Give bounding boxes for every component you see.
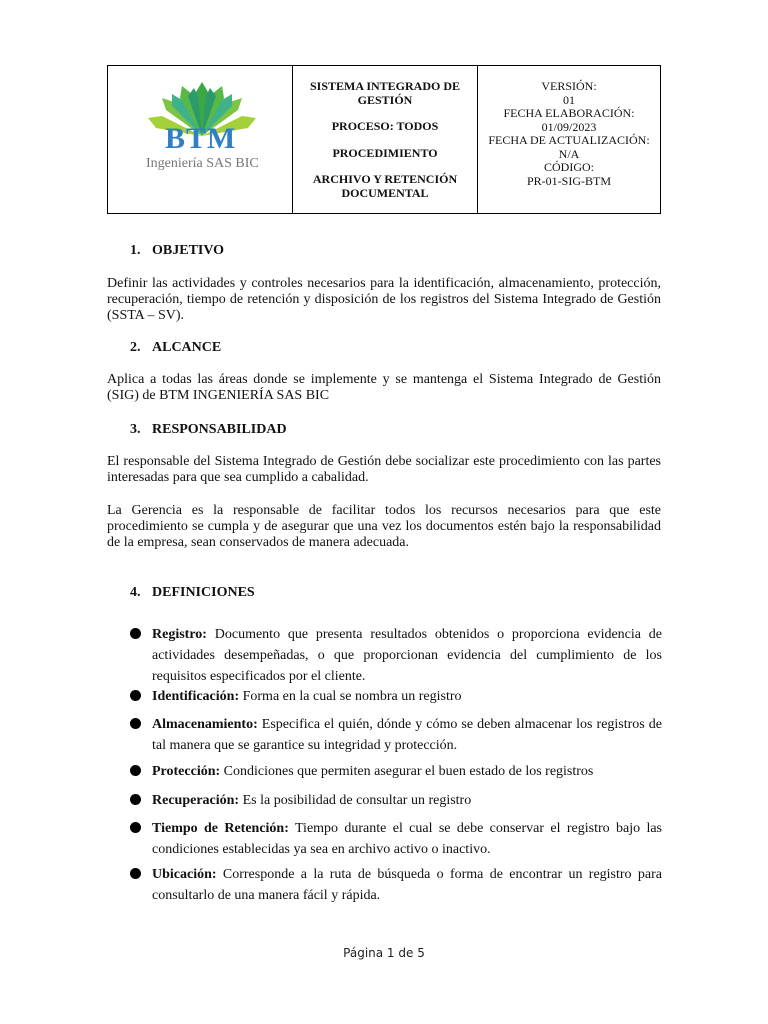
- version-value: 01: [563, 92, 575, 107]
- doc-type: PROCEDIMIENTO: [332, 145, 438, 160]
- bullet-icon: [130, 794, 141, 805]
- section-heading-definiciones: 4. DEFINICIONES: [130, 585, 255, 600]
- system-title: SISTEMA INTEGRADO DE GESTIÓN: [309, 79, 461, 107]
- definition-text: Condiciones que permiten asegurar el buen estado de los registros: [220, 764, 594, 779]
- document-header-table: [107, 65, 661, 214]
- list-item: [130, 761, 662, 782]
- page-number: Página 1 de 5: [343, 946, 425, 960]
- logo-subtitle: Ingeniería SAS BIC: [146, 156, 259, 171]
- process-label: PROCESO: TODOS: [331, 119, 439, 133]
- section-paragraph: Definir las actividades y controles necesarios para la identificación, almacenamiento, protección, recuperación, tiempo de retención y disposición de los registros del Sistema Integrado de Gestión (SSTA – SV).: [107, 276, 661, 323]
- created-label: FECHA ELABORACIÓN:: [503, 106, 635, 120]
- section-paragraph: Aplica a todas las áreas donde se implemente y se mantenga el Sistema Integrado de Gestión (SIG) de BTM INGENIERÍA SAS BIC: [107, 372, 661, 403]
- definition-text: Es la posibilidad de consultar un registro: [239, 793, 472, 808]
- section-heading-alcance: 2. ALCANCE: [130, 340, 222, 355]
- list-item: [130, 686, 662, 707]
- title-cell: [293, 66, 478, 214]
- definition-text: Corresponde a la ruta de búsqueda o forma de encontrar un registro para consultarlo de una manera fácil y rápida.: [152, 867, 662, 903]
- bullet-icon: [130, 765, 141, 776]
- definition-term: Registro:: [152, 627, 207, 642]
- list-item: [130, 864, 662, 906]
- list-item: [130, 790, 662, 811]
- definition-text: Especifica el quién, dónde y cómo se deben almacenar los registros de tal manera que se garantice su integridad y protección.: [152, 717, 662, 753]
- bullet-icon: [130, 690, 141, 701]
- section-heading-responsabilidad: 3. RESPONSABILIDAD: [130, 422, 287, 437]
- definition-term: Identificación:: [152, 689, 240, 704]
- definition-text: Forma en la cual se nombra un registro: [239, 689, 462, 704]
- doc-title: ARCHIVO Y RETENCIÓN DOCUMENTAL: [312, 172, 458, 200]
- created-value: 01/09/2023: [541, 119, 597, 134]
- definition-term: Protección:: [152, 764, 221, 779]
- code-label: CÓDIGO:: [544, 160, 594, 174]
- definition-text: Tiempo durante el cual se debe conservar el registro bajo las condiciones establecidas ya sea en archivo activo o inactivo.: [152, 821, 662, 857]
- definition-text: Documento que presenta resultados obtenidos o proporciona evidencia de actividades desempeñadas, o que proporcionan evidencia del cumplimiento de los requisitos especificados por el cliente.: [152, 627, 662, 684]
- list-item: [130, 624, 662, 687]
- updated-label: FECHA DE ACTUALIZACIÓN:: [488, 133, 650, 147]
- section-paragraph: La Gerencia es la responsable de facilitar todos los recursos necesarios para que este procedimiento se cumpla y de asegurar que una vez los documentos estén bajo la responsabilidad de la empresa, sean conservados de manera adecuada.: [107, 503, 661, 550]
- version-label: VERSIÓN:: [541, 79, 597, 93]
- bullet-icon: [130, 822, 141, 833]
- definition-term: Tiempo de Retención:: [152, 821, 289, 836]
- definition-term: Ubicación:: [152, 867, 217, 882]
- logo-cell: [108, 66, 293, 214]
- meta-cell: [478, 66, 661, 214]
- list-item: [130, 818, 662, 860]
- bullet-icon: [130, 718, 141, 729]
- section-paragraph: El responsable del Sistema Integrado de Gestión debe socializar este procedimiento con las partes interesadas para que sea cumplido a cabalidad.: [107, 454, 661, 485]
- definition-term: Recuperación:: [152, 793, 240, 808]
- section-heading-objetivo: 1. OBJETIVO: [130, 243, 225, 258]
- logo-word: BTM: [165, 122, 237, 155]
- bullet-icon: [130, 868, 141, 879]
- code-value: PR-01-SIG-BTM: [526, 173, 611, 188]
- definition-term: Almacenamiento:: [152, 717, 258, 732]
- list-item: [130, 714, 662, 756]
- bullet-icon: [130, 628, 141, 639]
- updated-value: N/A: [558, 146, 580, 161]
